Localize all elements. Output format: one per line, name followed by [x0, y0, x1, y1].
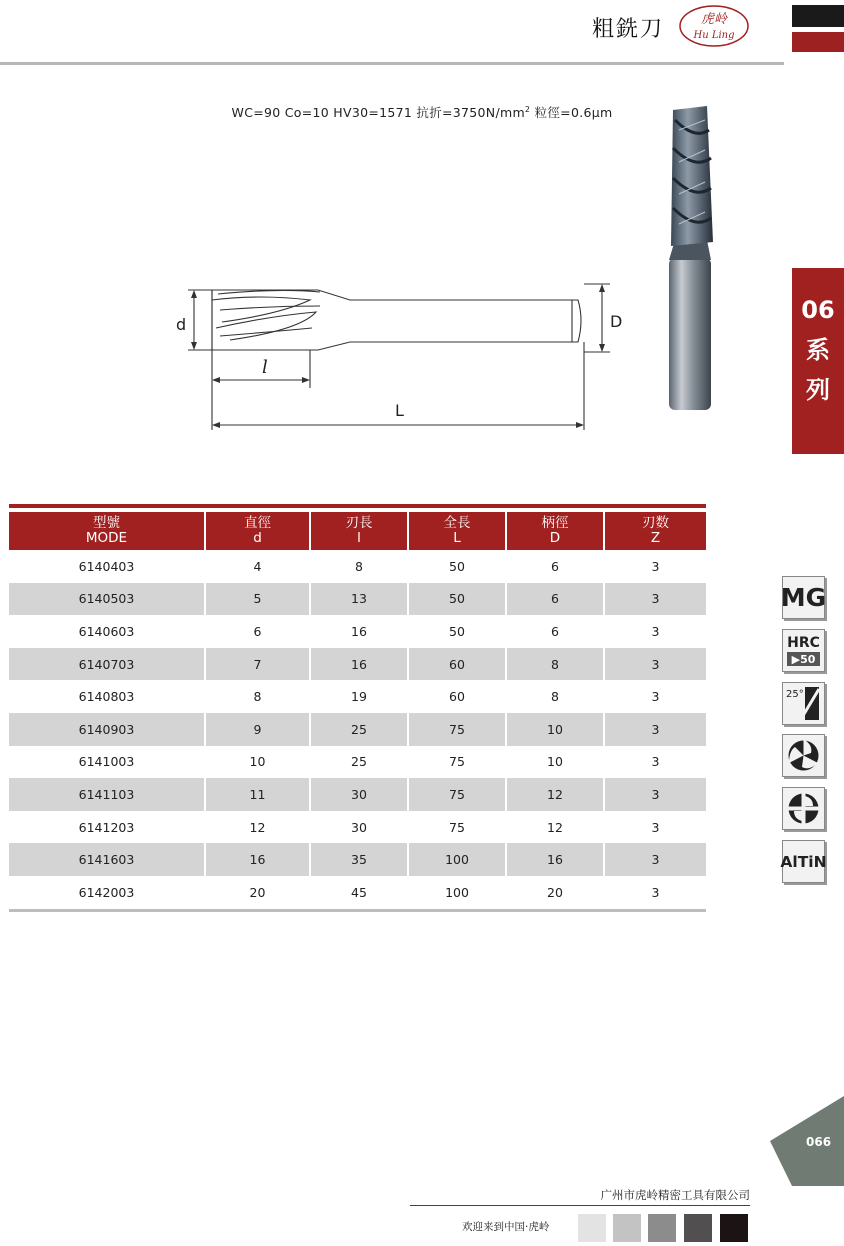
series-label-part: 06 [801, 296, 835, 324]
spec-superscript: 2 [524, 104, 531, 114]
table-cell: 3 [651, 754, 660, 770]
table-cell: 3 [651, 558, 660, 574]
column-header [506, 512, 604, 550]
product-table [9, 512, 706, 912]
page-number: 066 [806, 1135, 832, 1149]
dim-label-d: d [176, 315, 187, 334]
table-cell: 20 [205, 876, 310, 910]
table-cell: 13 [310, 583, 408, 616]
table-cell: 10 [506, 746, 604, 779]
table-cell: 45 [310, 876, 408, 910]
spec-text: WC=90 Co=10 HV30=1571 抗折=3750N/mm [231, 105, 525, 120]
table-cell: 6140803 [9, 680, 205, 713]
altin-coating-icon [782, 840, 825, 883]
helix-angle-text: 25° [786, 689, 804, 700]
column-header-cn: 刃長 [345, 515, 373, 531]
color-swatch [578, 1214, 606, 1242]
table-cell: 6141203 [9, 811, 205, 844]
series-label-part: 系 [806, 336, 830, 364]
table-cell: 20 [506, 876, 604, 910]
column-header [310, 512, 408, 550]
column-header [604, 512, 706, 550]
column-header-cn: 全長 [443, 515, 471, 531]
table-cell: 6141003 [9, 746, 205, 779]
table-cell: 25 [310, 746, 408, 779]
mg-icon [782, 576, 825, 619]
table-cell: 6140403 [9, 550, 205, 583]
column-header-en: Z [650, 530, 661, 546]
company-name: 广州市虎岭精密工具有限公司 [600, 1188, 750, 1202]
spec-text-tail: 粒徑=0.6μm [530, 105, 613, 120]
table-cell: 60 [408, 648, 506, 681]
table-cell: 7 [205, 648, 310, 681]
column-header [9, 512, 205, 550]
column-header-en: MODE [85, 530, 128, 546]
hrc-icon-text: HRC [787, 635, 820, 651]
table-cell: 100 [408, 843, 506, 876]
table-cell: 6141603 [9, 843, 205, 876]
table-cell: 35 [310, 843, 408, 876]
header-block-black [792, 5, 844, 27]
dim-label-L: L [395, 401, 404, 420]
color-swatch [684, 1214, 712, 1242]
end-mill-photo [655, 100, 727, 420]
column-header [408, 512, 506, 550]
table-cell: 3 [651, 623, 660, 639]
table-cell: 50 [408, 550, 506, 583]
table-cell: 9 [205, 713, 310, 746]
table-top-rule [9, 504, 706, 508]
dim-label-l: l [262, 357, 268, 378]
table-cell: 50 [408, 615, 506, 648]
helix-angle-icon [782, 682, 825, 725]
table-cell: 75 [408, 811, 506, 844]
table-cell: 30 [310, 778, 408, 811]
mg-icon-text: MG [780, 583, 827, 612]
three-flute-icon [782, 734, 825, 777]
table-cell: 60 [408, 680, 506, 713]
series-tab [792, 268, 844, 454]
page-title: 粗銑刀 [592, 17, 665, 42]
table-row [9, 843, 706, 876]
table-cell: 50 [408, 583, 506, 616]
table-cell: 3 [604, 583, 706, 616]
table-cell: 3 [604, 713, 706, 746]
table-cell: 6140703 [9, 648, 205, 681]
table-cell: 16 [205, 843, 310, 876]
dim-label-D: D [610, 312, 623, 331]
table-cell: 16 [310, 615, 408, 648]
footer-divider [410, 1205, 750, 1206]
table-cell: 3 [651, 819, 660, 835]
column-header-cn: 刃数 [642, 515, 669, 531]
header-divider [0, 62, 784, 65]
table-row [9, 876, 706, 910]
column-header-en: d [253, 530, 262, 546]
table-row [9, 583, 706, 616]
table-row [9, 811, 706, 844]
altin-icon-text: AlTiN [780, 852, 827, 871]
table-row [9, 550, 706, 583]
series-label [792, 290, 844, 410]
welcome-text: 欢迎来到中国·虎岭 [462, 1221, 550, 1233]
table-cell: 16 [310, 648, 408, 681]
table-cell: 6140603 [9, 615, 205, 648]
table-row [9, 746, 706, 779]
table-cell: 6140903 [9, 713, 205, 746]
table-cell: 10 [205, 746, 310, 779]
table-header-row [9, 512, 706, 550]
table-cell: 6 [506, 550, 604, 583]
table-cell: 75 [408, 746, 506, 779]
table-cell: 12 [506, 778, 604, 811]
table-cell: 8 [506, 680, 604, 713]
table-row [9, 713, 706, 746]
table-cell: 6 [506, 615, 604, 648]
color-swatch [613, 1214, 641, 1242]
table-cell: 6141103 [9, 778, 205, 811]
table-cell: 8 [310, 550, 408, 583]
column-header-en: L [453, 530, 461, 546]
table-cell: 6 [205, 615, 310, 648]
table-row [9, 778, 706, 811]
color-swatch [648, 1214, 676, 1242]
table-cell: 3 [604, 876, 706, 910]
table-cell: 3 [604, 778, 706, 811]
table-cell: 11 [205, 778, 310, 811]
hrc-icon-value: ▶50 [791, 653, 816, 666]
color-swatch [720, 1214, 748, 1242]
logo-cn-text: 虎岭 [700, 12, 728, 27]
table-row [9, 680, 706, 713]
header-block-red [792, 32, 844, 52]
column-header [205, 512, 310, 550]
table-cell: 25 [310, 713, 408, 746]
table-cell: 6 [506, 583, 604, 616]
table-cell: 5 [205, 583, 310, 616]
brand-logo [678, 4, 750, 48]
table-cell: 3 [604, 648, 706, 681]
table-cell: 8 [506, 648, 604, 681]
table-cell: 12 [205, 811, 310, 844]
column-header-en: D [549, 530, 561, 546]
table-cell: 8 [205, 680, 310, 713]
end-mill-drawing [160, 270, 630, 440]
table-cell: 3 [604, 843, 706, 876]
hrc-icon [782, 629, 825, 672]
logo-en-text: Hu Ling [693, 30, 735, 41]
table-cell: 3 [651, 689, 660, 705]
table-cell: 6142003 [9, 876, 205, 910]
column-header-en: l [357, 530, 361, 546]
table-cell: 16 [506, 843, 604, 876]
table-row [9, 648, 706, 681]
table-row [9, 615, 706, 648]
series-label-part: 列 [806, 376, 830, 404]
table-cell: 100 [408, 876, 506, 910]
table-cell: 10 [506, 713, 604, 746]
table-cell: 75 [408, 778, 506, 811]
column-header-cn: 柄徑 [541, 515, 569, 531]
table-cell: 30 [310, 811, 408, 844]
table-body [9, 550, 706, 910]
column-header-cn: 直徑 [244, 515, 271, 531]
column-header-cn: 型號 [93, 515, 120, 531]
table-cell: 12 [506, 811, 604, 844]
table-cell: 4 [205, 550, 310, 583]
four-flute-icon [782, 787, 825, 830]
table-cell: 6140503 [9, 583, 205, 616]
table-cell: 19 [310, 680, 408, 713]
table-cell: 75 [408, 713, 506, 746]
